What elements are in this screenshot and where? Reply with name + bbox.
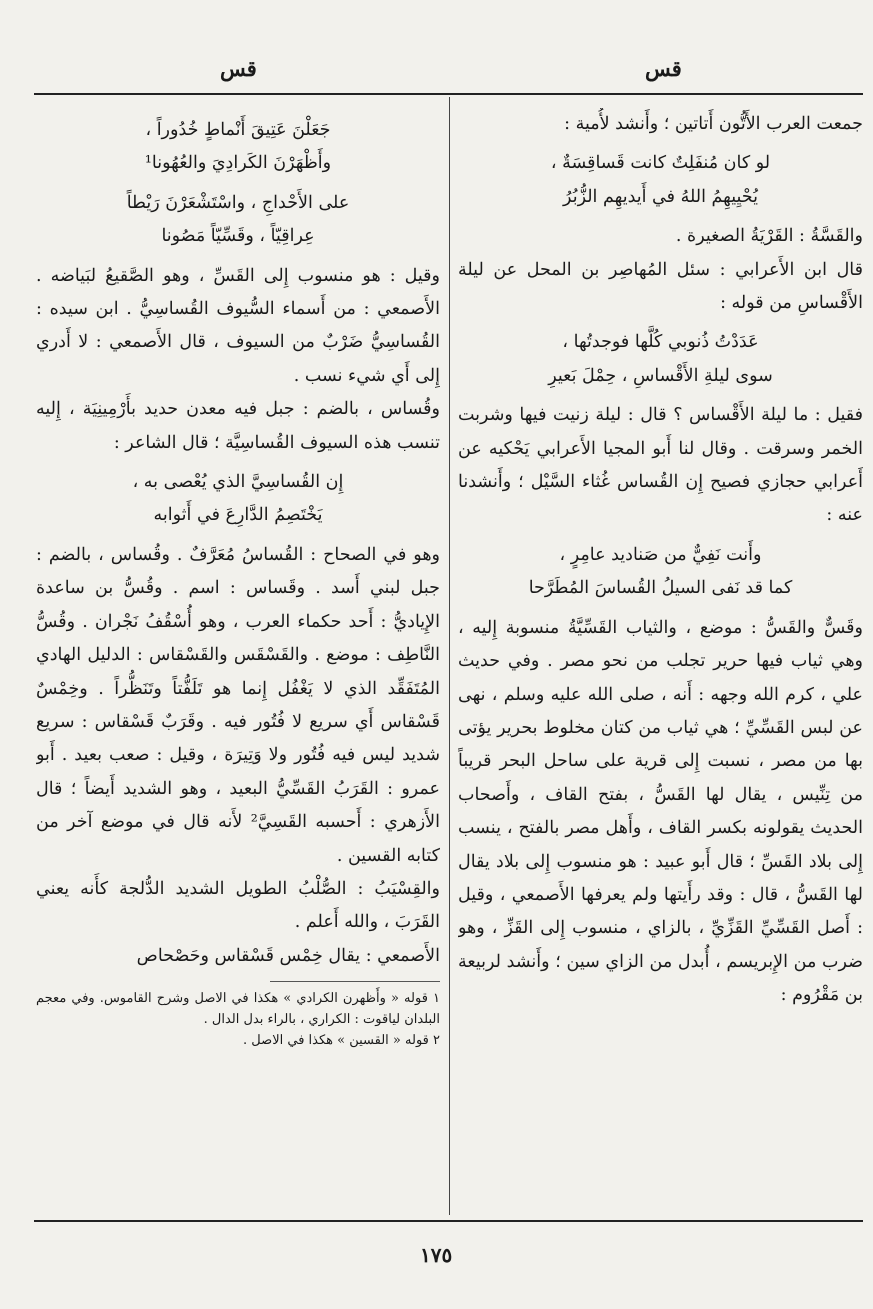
verse-hemistich: على الأَحْداجِ ، واسْتَشْعَرْنَ رَيْطاً [126,192,350,213]
paragraph: فقيل : ما ليلة الأَقْساس ؟ قال : ليلة زنيت فيها وشربت الخمر وسرقت . وقال لنا أَبو المجيا الأَعرابي يَحْكيه عن أَعرابي حجازي فصيح إِن القُساس غُثاء السَّيْل ؛ وأَنشدنا عنه : [458,405,863,526]
header-rule [34,93,863,95]
paragraph: وقيل : هو منسوب إِلى القَسِّ ، وهو الصَّقيعُ لبَياضه . الأَصمعي : من أَسماء السُّيوف القُساسِيُّ . ابن سيده : القُساسِيُّ ضَرْبٌ من السيوف ، قال الأَصمعي : لا أَدري إِلى أَي شيء نسب . [36,265,440,386]
verse [36,187,440,254]
verse-hemistich: وأَظْهَرْنَ الكَرادِيَ والعُهُونا¹ [144,153,332,174]
verse-hemistich: سوى ليلةِ الأَقْساسِ ، حِمْلَ بَعيرِ [548,365,773,386]
verse [36,114,440,181]
verse-hemistich: يُحْيِيهِمُ اللهُ في أَيديهِم الزُّبُرُ [563,186,758,207]
paragraph: قال ابن الأَعرابي : سئل المُهاصِر بن المحل عن ليلة الأَقْساسِ من قوله : [458,259,863,314]
paragraph: وقُساس ، بالضم : جبل فيه معدن حديد بأَرْمِينِيَة ، إِليه تنسب هذه السيوف القُساسِيَّة ؛ قال الشاعر : [36,399,440,453]
running-header-left: قس [220,56,257,81]
verse-hemistich: لو كان مُنفَلِتٌ كانت قَساقِسَةٌ ، [550,153,771,174]
running-header-right: قس [645,56,682,81]
verse-hemistich: وأَنت نَفِيٌّ من صَناديد عامِرٍ ، [559,544,762,565]
paragraph: الأَصمعي : يقال خِمْس قَسْقاس وحَصْحاص [136,945,440,966]
verse-hemistich: إِن القُساسِيَّ الذي يُعْصى به ، [132,472,344,493]
footnote: ١ قوله « وأَظهرن الكرادي » هكذا في الاصل وشرح القاموس. وفي معجم البلدان لياقوت : الكراري ، بالراء بدل الدال . [36,991,440,1028]
verse-hemistich: عَدَدْتُ ذُنوبي كُلَّها فوجدتُها ، [562,332,759,353]
verse-hemistich: عِراقِيّاً ، وقَسِّيّاً مَصُونا [161,226,315,247]
paragraph: وقَسٌّ والقَسُّ : موضع ، والثياب القَسِّيَّةُ منسوبة إِليه ، وهي ثياب فيها حرير تجلب من نحو مصر . وفي حديث علي ، كرم الله وجهه : أَنه ، صلى الله عليه وسلم ، نهى عن لبس القَسِّيِّ ؛ هي ثياب من كتان مخلوط بحرير يؤتى بها من مصر ، نسبت إِلى قرية على ساحل البحر قريباً من تِنِّيس ، يقال لها القَسُّ ، بفتح القاف ، وأَصحاب الحديث يقولونه بكسر القاف ، وأَهل مصر بالفتح ، ينسب إِلى بلاد القَسِّ ؛ قال أَبو عبيد : هو منسوب إِلى بلاد يقال لها القَسُّ ، قال : وقد رأَيتها ولم يعرفها الأَصمعي ، وقيل : أَصل القَسِّيِّ القَزِّيِّ ، بالزاي ، منسوب إِلى القَزِّ ، وهو ضرب من الإِبريسم ، أُبدل من الزاي سين ؛ وأَنشد لربيعة بن مَقْرُوم : [458,617,863,1006]
verse [36,466,440,533]
right-column [458,108,863,1213]
column-divider [449,97,450,1215]
paragraph: جمعت العرب الأَتُّون أَتاتين ؛ وأَنشد لأُمية : [564,114,863,134]
left-column [36,108,440,1213]
footnote-rule [270,981,440,982]
verse-hemistich: جَعَلْنَ عَتِيقَ أَنْماطٍ خُدُوراً ، [145,120,331,140]
verse-hemistich: يَخْتَصِمُ الدَّارِعَ في أَثوابه [153,505,323,526]
page-number: ١٧٥ [420,1243,453,1267]
verse [458,326,863,393]
paragraph: وهو في الصحاح : القُساسُ مُعَرَّفٌ . وقُساس ، بالضم : جبل لبني أَسد . وقَساس : اسم . وقُسُّ بن ساعدة الإِياديُّ : أَحد حكماء العرب ، وهو أُسْقُفُ نَجْران . وقُسُّ النَّاطِف : موضع . والقَسْقَس والقَسْقاس : الدليل الهادي المُتَفَقِّد الذي لا يَغْفُل إِنما هو تَلَفُّتاً وتَنَظُّراً . وخِمْسٌ قَسْقاس أَي سريع لا فُتُور فيه . وقَرَبٌ قَسْقاس : سريع شديد ليس فيه فُتُور ولا وَتِيرَة ، وقيل : صعب بعيد . أَبو عمرو : القَرَبُ القَسِّيُّ البعيد ، وهو الشديد أَيضاً ؛ قال الأَزهري : أَحسبه القَسِيَّ² لأَنه قال في موضع آخر من كتابه القسين . [36,544,440,866]
verse [458,147,863,214]
footnote: ٢ قوله « القسين » هكذا في الاصل . [243,1033,440,1049]
paragraph: والقِسْيَبُ : الصُّلْبُ الطويل الشديد الدُّلجة كأَنه يعني القَرَبَ ، والله أَعلم . [36,878,440,933]
paragraph: والقَسَّةُ : القَرْيَةُ الصغيرة . [675,226,863,247]
verse-hemistich: كما قد نَفى السيلُ القُساسَ المُطَرَّحا [528,578,793,599]
footer-rule [34,1220,863,1222]
verse [458,539,863,606]
